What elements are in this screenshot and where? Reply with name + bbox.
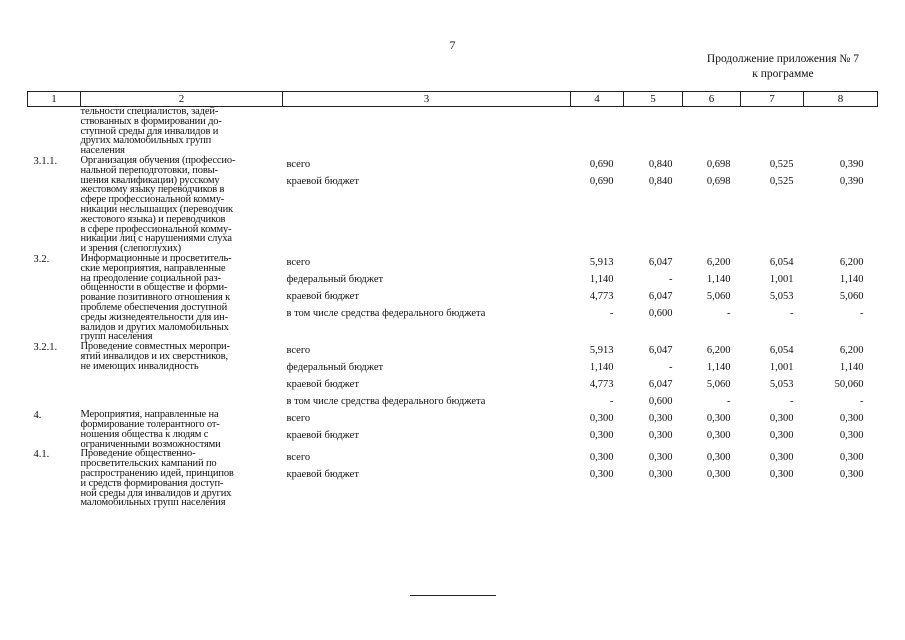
item-name-line: ной среды для инвалидов и других [80, 487, 232, 499]
value: - [860, 307, 864, 319]
item-name-line: формирование толерантного от- [80, 418, 220, 430]
value: 1,140 [839, 273, 864, 285]
source-label: всего [286, 413, 311, 425]
value: 0,300 [769, 430, 794, 442]
value-cell [683, 254, 741, 342]
item-name-line: и средств формирования доступ- [80, 477, 224, 489]
column-header-row [28, 92, 878, 107]
item-name-line: ограниченными возможностями [80, 438, 221, 450]
source-label: в том числе средства федерального бюджета [286, 396, 486, 408]
item-name-line: жестового языка) и переводчиков [80, 213, 226, 225]
value-cell [804, 156, 878, 254]
item-name-line: нальной переподготовки, повы- [80, 164, 218, 176]
value: 5,060 [706, 379, 731, 391]
value: 0,300 [839, 413, 864, 425]
table-row [28, 254, 878, 342]
value-cell [683, 410, 741, 449]
value: 0,525 [769, 158, 794, 170]
value: 0,300 [769, 452, 794, 464]
item-name-line: Проведение совместных меропри- [80, 341, 230, 353]
value: 1,001 [769, 273, 794, 285]
footer-divider [410, 595, 496, 596]
column-header: 4 [571, 92, 624, 107]
value: 0,300 [589, 469, 614, 481]
column-header: 7 [741, 92, 804, 107]
item-name-line: жестовому языку переводчиков в [80, 184, 225, 196]
page-number: 7 [449, 38, 456, 52]
value: 0,300 [706, 413, 731, 425]
value: 5,060 [839, 290, 864, 302]
value: - [669, 362, 673, 374]
value: 6,200 [839, 256, 864, 268]
value: 1,140 [589, 362, 614, 374]
value: 0,300 [648, 469, 673, 481]
value: 1,140 [589, 273, 614, 285]
value: 0,840 [648, 158, 673, 170]
value: 0,300 [648, 430, 673, 442]
value-cell [683, 342, 741, 410]
value-cell [804, 449, 878, 508]
item-name-line: других маломобильных групп [80, 135, 212, 147]
value: 6,047 [648, 256, 673, 268]
source-label: краевой бюджет [286, 175, 359, 187]
value: 0,300 [706, 469, 731, 481]
value: 0,300 [589, 452, 614, 464]
item-name-line: Мероприятия, направленные на [80, 409, 219, 421]
column-header: 6 [683, 92, 741, 107]
value: 5,053 [769, 379, 794, 391]
value-cell [804, 254, 878, 342]
item-name-line: и зрения (слепоглухих) [80, 243, 182, 255]
source-label: всего [286, 452, 311, 464]
value-cell [741, 156, 804, 254]
value: 6,200 [706, 345, 731, 357]
item-name-line: на преодоление социальной раз- [80, 272, 221, 284]
value-cell [741, 254, 804, 342]
value: 0,698 [706, 175, 731, 187]
value-cell [624, 410, 683, 449]
value: 0,300 [769, 469, 794, 481]
item-name-line: ствованных в формировании до- [80, 115, 222, 127]
value: - [610, 396, 614, 408]
source-label: федеральный бюджет [286, 273, 384, 285]
value-cell [624, 254, 683, 342]
value: 0,300 [769, 413, 794, 425]
source-label: всего [286, 345, 311, 357]
value-cell [571, 107, 624, 156]
source-cell [283, 449, 571, 508]
value: 0,300 [648, 452, 673, 464]
value: 0,300 [839, 469, 864, 481]
source-label: краевой бюджет [286, 430, 359, 442]
value-cell [624, 449, 683, 508]
value: - [790, 307, 794, 319]
item-name-cell [81, 107, 283, 156]
item-name-line: тельности специалистов, задей- [80, 106, 219, 117]
value: 6,200 [839, 345, 864, 357]
value: 0,840 [648, 175, 673, 187]
table-row [28, 410, 878, 449]
item-name-line: групп населения [80, 331, 153, 343]
value: 0,300 [648, 413, 673, 425]
value: 4,773 [589, 290, 614, 302]
value-cell [741, 410, 804, 449]
source-label: краевой бюджет [286, 379, 359, 391]
column-header: 3 [283, 92, 571, 107]
value: 0,300 [589, 430, 614, 442]
source-cell [283, 342, 571, 410]
item-name-line: никации неслышащих (переводчик [80, 203, 234, 215]
value: - [610, 307, 614, 319]
value: 1,140 [706, 362, 731, 374]
column-header: 8 [804, 92, 878, 107]
value-cell [804, 107, 878, 156]
item-name-line: Информационные и просветитель- [80, 252, 232, 264]
table-row [28, 342, 878, 410]
item-name-line: ступной среды для инвалидов и [80, 125, 219, 137]
source-label: всего [286, 158, 311, 170]
item-number-cell: 3.1.1. [33, 155, 58, 167]
item-name-line: валидов и других маломобильных [80, 321, 229, 333]
item-name-cell [81, 254, 283, 342]
value: 4,773 [589, 379, 614, 391]
value-cell [741, 107, 804, 156]
value: 6,047 [648, 345, 673, 357]
value: 0,300 [839, 452, 864, 464]
value-cell [683, 107, 741, 156]
column-header: 1 [28, 92, 81, 107]
item-name-line: среды жизнедеятельности для ин- [80, 311, 228, 323]
item-name-line: общенности в обществе и форми- [80, 282, 228, 294]
source-cell [283, 107, 571, 156]
source-cell [283, 156, 571, 254]
value: 0,698 [706, 158, 731, 170]
value: 0,690 [589, 158, 614, 170]
program-table [27, 91, 878, 508]
item-name-line: в сфере профессиональной комму- [80, 223, 232, 235]
item-number-cell: 3.2.1. [33, 342, 58, 354]
value: 0,300 [706, 452, 731, 464]
item-name-line: проблеме обеспечения доступной [80, 301, 228, 313]
value-cell [624, 342, 683, 410]
value: 0,600 [648, 307, 673, 319]
item-name-cell [81, 449, 283, 508]
table-row [28, 156, 878, 254]
value: - [727, 307, 731, 319]
item-name-line: не имеющих инвалидность [80, 360, 199, 372]
value: 1,001 [769, 362, 794, 374]
value-cell [741, 449, 804, 508]
value: 6,054 [769, 256, 794, 268]
value-cell [804, 342, 878, 410]
item-name-line: ношения общества к людям с [80, 428, 209, 440]
source-label: всего [286, 256, 311, 268]
value: 0,390 [839, 158, 864, 170]
item-name-line: Проведение общественно- [80, 448, 196, 460]
item-number-cell: 4. [33, 410, 42, 422]
item-name-line: рование позитивного отношения к [80, 292, 231, 304]
value: 0,600 [648, 396, 673, 408]
item-name-line: маломобильных групп населения [80, 497, 226, 509]
item-name-cell [81, 156, 283, 254]
column-header: 2 [81, 92, 283, 107]
item-name-line: населения [80, 145, 125, 157]
source-label: краевой бюджет [286, 469, 359, 481]
value: 0,300 [706, 430, 731, 442]
value: 0,525 [769, 175, 794, 187]
item-name-line: шения квалификации) русскому [80, 174, 220, 186]
value: 5,913 [589, 345, 614, 357]
value: 6,047 [648, 379, 673, 391]
source-cell [283, 410, 571, 449]
value: - [860, 396, 864, 408]
table-row [28, 449, 878, 508]
item-name-cell [81, 410, 283, 449]
value: 1,140 [706, 273, 731, 285]
value-cell [571, 254, 624, 342]
source-label: федеральный бюджет [286, 362, 384, 374]
value-cell [571, 410, 624, 449]
item-name-line: просветительских кампаний по [80, 458, 217, 470]
value-cell [571, 342, 624, 410]
caption-line-2: к программе [752, 68, 814, 80]
value: 0,390 [839, 175, 864, 187]
value: 5,913 [589, 256, 614, 268]
value: 6,200 [706, 256, 731, 268]
value-cell [683, 156, 741, 254]
value: 6,047 [648, 290, 673, 302]
item-number-cell: 3.2. [33, 253, 50, 265]
item-name-line: никации лиц с нарушениями слуха [80, 233, 232, 245]
item-number-cell [28, 107, 81, 156]
value: 6,054 [769, 345, 794, 357]
value-cell [741, 342, 804, 410]
value-cell [571, 156, 624, 254]
value-cell [804, 410, 878, 449]
table-row-continuation [28, 107, 878, 156]
value-cell [571, 449, 624, 508]
value: - [727, 396, 731, 408]
item-name-cell [81, 342, 283, 410]
value: 5,053 [769, 290, 794, 302]
value: 0,300 [589, 413, 614, 425]
value-cell [624, 107, 683, 156]
item-number-cell: 4.1. [33, 449, 50, 461]
value: 0,690 [589, 175, 614, 187]
item-name-line: распространению идей, принципов [80, 467, 234, 479]
value: 5,060 [706, 290, 731, 302]
item-name-line: ские мероприятия, направленные [80, 262, 226, 274]
source-cell [283, 254, 571, 342]
value: - [790, 396, 794, 408]
item-name-line: сфере профессиональной комму- [80, 194, 225, 206]
value-cell [683, 449, 741, 508]
value: 50,060 [834, 379, 864, 391]
item-name-line: ятий инвалидов и их сверстников, [80, 350, 228, 362]
value: 1,140 [839, 362, 864, 374]
table-body [28, 107, 878, 509]
value: - [669, 273, 673, 285]
source-label: краевой бюджет [286, 290, 359, 302]
value: 0,300 [839, 430, 864, 442]
item-name-line: Организация обучения (профессио- [80, 154, 236, 166]
value-cell [624, 156, 683, 254]
caption-line-1: Продолжение приложения № 7 [706, 53, 859, 65]
appendix-caption [707, 52, 859, 82]
source-label: в том числе средства федерального бюджета [286, 307, 486, 319]
column-header: 5 [624, 92, 683, 107]
